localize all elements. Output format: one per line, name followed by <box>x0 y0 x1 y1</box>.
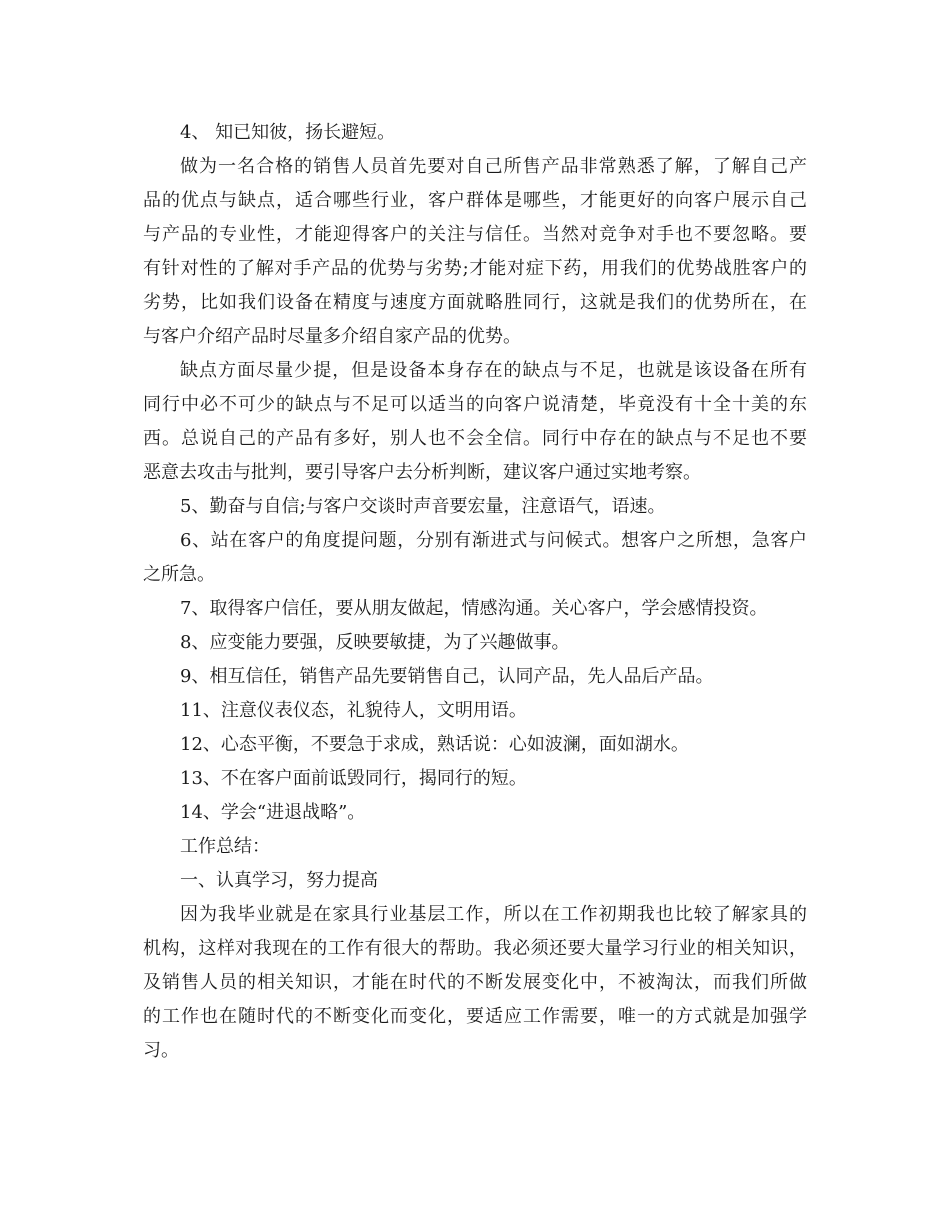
paragraph-item-7 <box>143 592 807 626</box>
text-line: 5、勤奋与自信;与客户交谈时声音要宏量，注意语气，语速。 <box>180 496 666 517</box>
paragraph-shortcomings <box>143 354 807 490</box>
paragraph-know-product <box>143 150 807 354</box>
text-line: 12、心态平衡，不要急于求成，熟话说：心如波澜，面如湖水。 <box>180 734 689 755</box>
paragraph-item-12 <box>143 728 807 762</box>
text-line: 与产品的专业性，才能迎得客户的关注与信任。当然对竞争对手也不要忽略。要 <box>143 224 807 245</box>
text-line: 13、不在客户面前诋毁同行，揭同行的短。 <box>180 768 527 789</box>
text-line: 做为一名合格的销售人员首先要对自己所售产品非常熟悉了解，了解自己产 <box>180 156 807 177</box>
text-line: 9、相互信任，销售产品先要销售自己，认同产品，先人品后产品。 <box>180 666 714 687</box>
text-line: 7、取得客户信任，要从朋友做起，情感沟通。关心客户，学会感情投资。 <box>180 598 768 619</box>
text-line: 11、注意仪表仪态，礼貌待人，文明用语。 <box>180 700 527 721</box>
text-line: 劣势，比如我们设备在精度与速度方面就略胜同行，这就是我们的优势所在，在 <box>143 292 807 313</box>
text-line: 14、学会“进退战略”。 <box>180 802 366 823</box>
paragraph-item-4 <box>143 116 807 150</box>
paragraph-item-8 <box>143 626 807 660</box>
text-line: 一、认真学习，努力提高 <box>180 870 378 891</box>
text-line: 8、应变能力要强，反映要敏捷，为了兴趣做事。 <box>180 632 570 653</box>
paragraph-item-5 <box>143 490 807 524</box>
paragraph-item-6 <box>143 524 807 592</box>
text-line: 与客户介绍产品时尽量多介绍自家产品的优势。 <box>143 326 521 347</box>
text-line: 工作总结： <box>180 836 270 857</box>
text-line: 习。 <box>143 1040 179 1061</box>
text-line: 的工作也在随时代的不断变化而变化，要适应工作需要，唯一的方式就是加强学 <box>143 1006 807 1027</box>
paragraph-item-13 <box>143 762 807 796</box>
text-line: 机构，这样对我现在的工作有很大的帮助。我必须还要大量学习行业的相关知识， <box>143 938 807 959</box>
text-line: 有针对性的了解对手产品的优势与劣势;才能对症下药，用我们的优势战胜客户的 <box>143 258 807 279</box>
text-line: 品的优点与缺点，适合哪些行业，客户群体是哪些，才能更好的向客户展示自己 <box>143 190 807 211</box>
paragraph-item-14 <box>143 796 807 830</box>
text-line: 因为我毕业就是在家具行业基层工作，所以在工作初期我也比较了解家具的 <box>180 904 807 925</box>
paragraph-item-11 <box>143 694 807 728</box>
text-line: 之所急。 <box>143 564 215 585</box>
text-line: 西。总说自己的产品有多好，别人也不会全信。同行中存在的缺点与不足也不要 <box>143 428 807 449</box>
paragraph-study <box>143 898 807 1068</box>
text-line: 恶意去攻击与批判，要引导客户去分析判断，建议客户通过实地考察。 <box>143 462 701 483</box>
document-body <box>143 116 807 1068</box>
text-line: 缺点方面尽量少提，但是设备本身存在的缺点与不足，也就是该设备在所有 <box>180 360 807 381</box>
paragraph-summary-heading <box>143 830 807 864</box>
paragraph-section-1-heading <box>143 864 807 898</box>
text-line: 同行中必不可少的缺点与不足可以适当的向客户说清楚，毕竟没有十全十美的东 <box>143 394 807 415</box>
paragraph-item-9 <box>143 660 807 694</box>
text-line: 及销售人员的相关知识，才能在时代的不断发展变化中，不被淘汰，而我们所做 <box>143 972 807 993</box>
text-line: 6、站在客户的角度提问题，分别有渐进式与问候式。想客户之所想，急客户 <box>180 530 807 551</box>
text-line: 4、 知已知彼，扬长避短。 <box>180 122 396 143</box>
